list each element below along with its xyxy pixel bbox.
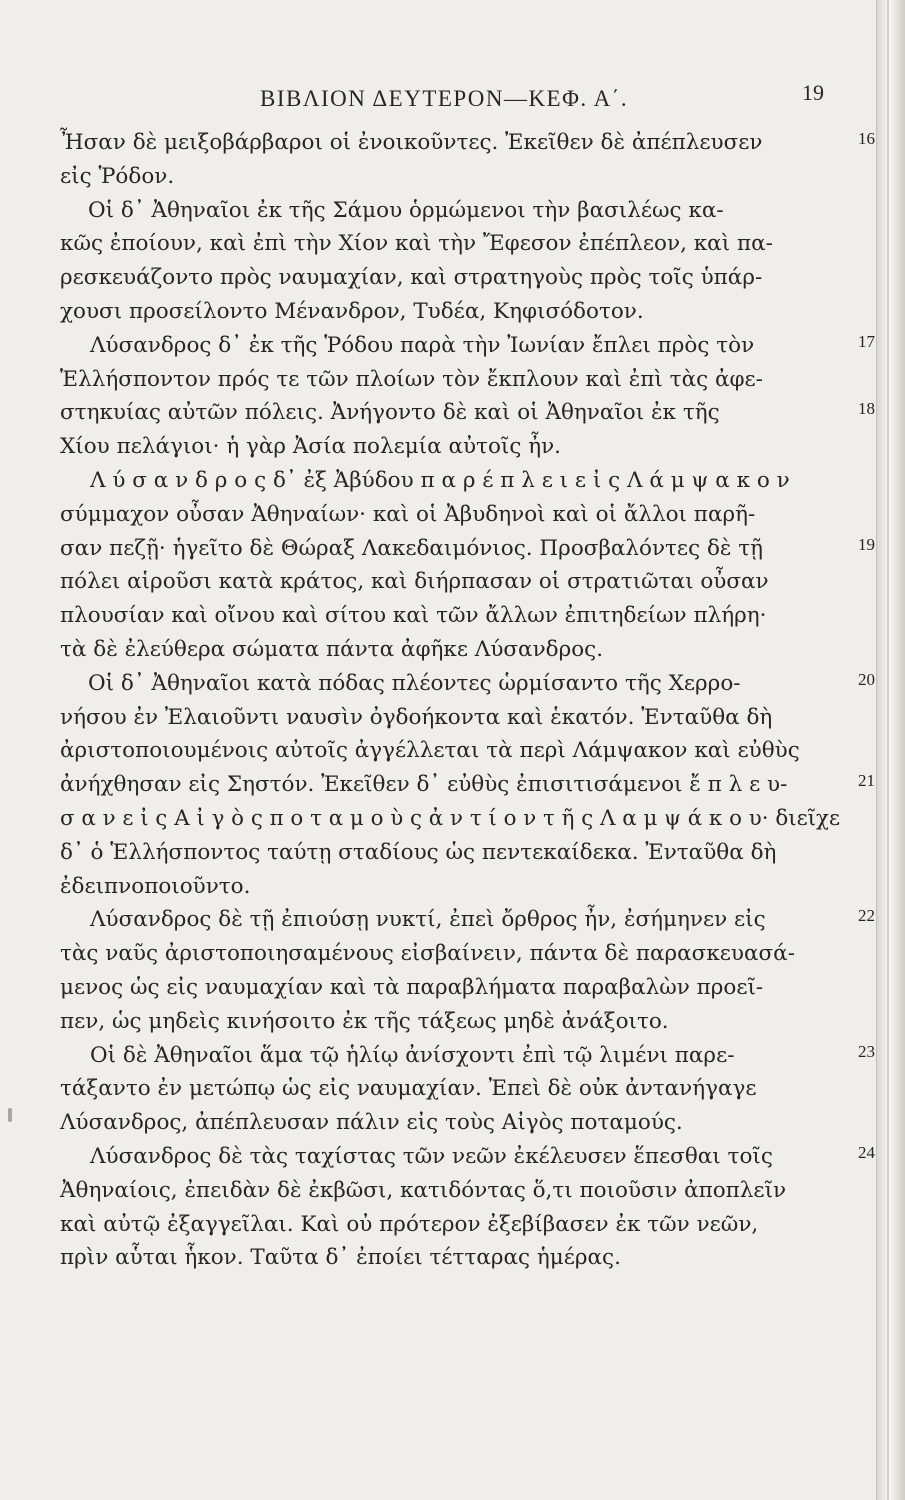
line-text: Οἱ δ᾽ Ἀθηναῖοι κατὰ πόδας πλέοντες ὡρμίσαντο τῆς Χερρο- <box>88 670 741 696</box>
line-text: χουσι προσείλοντο Μένανδρον, Τυδέα, Κηφισόδοτον. <box>60 298 644 324</box>
body-text <box>60 126 875 1275</box>
text-line <box>60 1241 850 1275</box>
line-text: πεν, ὡς μηδεὶς κινήσοιτο ἐκ τῆς τάξεως μηδὲ ἀνάξοιτο. <box>60 1008 669 1034</box>
line-text: πρὶν αὗται ἧκον. Ταῦτα δ᾽ ἐποίει τέτταρας ἡμέρας. <box>60 1245 621 1271</box>
text-line <box>60 464 850 498</box>
text-line <box>60 903 875 937</box>
line-text: Λύσανδρος δὲ τὰς ταχίστας τῶν νεῶν ἐκέλευσεν ἕπεσθαι τοῖς <box>90 1143 773 1169</box>
line-text: πόλει αἱροῦσι κατὰ κράτος, καὶ διήρπασαν οἱ στρατιῶται οὖσαν <box>60 569 769 595</box>
text-line <box>60 194 850 228</box>
text-line <box>60 734 850 768</box>
section-number: 19 <box>858 534 875 554</box>
line-text: Λύσανδρος δ᾽ ἐκ τῆς Ῥόδου παρὰ τὴν Ἰωνίαν ἔπλει πρὸς τὸν <box>90 332 755 358</box>
line-text: σ α ν ε ἰ ς Α ἰ γ ὸ ς π ο τ α μ ο ὺ ς ἀ ν τ ί ο ν τ ῆ ς Λ α μ ψ ά κ ο υ· διεῖχε <box>60 805 841 831</box>
line-text: ἀριστοποιουμένοις αὐτοῖς ἀγγέλλεται τὰ περὶ Λάμψακον καὶ εὐθὺς <box>60 738 800 764</box>
section-number: 21 <box>858 771 875 791</box>
line-text: πλουσίαν καὶ οἴνου καὶ σίτου καὶ τῶν ἄλλων ἐπιτηδείων πλήρη· <box>60 603 767 629</box>
line-text: Λύσανδρος, ἀπέπλευσαν πάλιν εἰς τοὺς Αἰγὸς ποταμούς. <box>60 1110 683 1136</box>
line-text: ἐδειπνοποιοῦντο. <box>60 873 251 899</box>
text-line <box>60 971 850 1005</box>
line-text: σύμμαχον οὖσαν Ἀθηναίων· καὶ οἱ Ἀβυδηνοὶ καὶ οἱ ἄλλοι παρῆ- <box>60 501 756 527</box>
section-number: 23 <box>858 1041 875 1061</box>
line-text: Ἀθηναίοις, ἐπειδὰν δὲ ἐκβῶσι, κατιδόντας ὅ,τι ποιοῦσιν ἀποπλεῖν <box>60 1177 787 1203</box>
line-text: σαν πεζῇ· ἡγεῖτο δὲ Θώραξ Λακεδαιμόνιος. Προσβαλόντες δὲ τῇ <box>60 535 764 561</box>
section-number: 16 <box>858 129 875 148</box>
text-line <box>60 329 875 363</box>
line-text: Οἱ δὲ Ἀθηναῖοι ἅμα τῷ ἡλίῳ ἀνίσχοντι ἐπὶ τῷ λιμένι παρε- <box>90 1042 735 1068</box>
text-line <box>60 768 875 802</box>
line-text: νήσου ἐν Ἐλαιοῦντι ναυσὶν ὀγδοήκοντα καὶ ἑκατόν. Ἐνταῦθα δὴ <box>60 704 773 730</box>
line-text: στηκυίας αὐτῶν πόλεις. Ἀνήγοντο δὲ καὶ οἱ Ἀθηναῖοι ἐκ τῆς <box>60 400 720 426</box>
text-line <box>60 261 850 295</box>
section-number: 18 <box>858 399 875 419</box>
line-text: κῶς ἐποίουν, καὶ ἐπὶ τὴν Χίον καὶ τὴν Ἔφεσον ἐπέπλεον, καὶ πα- <box>60 231 773 257</box>
text-line <box>60 363 850 397</box>
text-line <box>60 532 875 566</box>
line-text: Χίου πελάγιοι· ἡ γὰρ Ἀσία πολεμία αὐτοῖς ἦν. <box>60 434 561 460</box>
line-text: Λ ύ σ α ν δ ρ ο ς δ᾽ ἐξ Ἀβύδου π α ρ έ π λ ε ι ε ἰ ς Λ ά μ ψ α κ ο ν <box>90 467 790 493</box>
text-line <box>60 633 850 667</box>
line-text: εἰς Ῥόδον. <box>60 163 175 189</box>
line-text: Ἦσαν δὲ μειξοβάρβαροι οἱ ἐνοικοῦντες. Ἐκεῖθεν δὲ ἀπέπλευσεν <box>60 130 763 155</box>
section-number: 17 <box>858 331 875 351</box>
text-line <box>60 160 850 194</box>
text-line <box>60 1208 850 1242</box>
line-text: τὰ δὲ ἐλεύθερα σώματα πάντα ἀφῆκε Λύσανδρος. <box>60 636 604 662</box>
text-line <box>60 498 850 532</box>
text-line <box>60 701 850 735</box>
text-line <box>60 1140 875 1174</box>
text-line <box>60 1005 850 1039</box>
text-line <box>60 1106 850 1140</box>
line-text: ἀνήχθησαν εἰς Σηστόν. Ἐκεῖθεν δ᾽ εὐθὺς ἐπισιτισάμενοι ἔ π λ ε υ- <box>60 772 788 798</box>
text-line <box>60 836 850 870</box>
line-text: τάξαντο ἐν μετώπῳ ὡς εἰς ναυμαχίαν. Ἐπεὶ δὲ οὐκ ἀντανήγαγε <box>60 1076 757 1102</box>
line-text: Ἑλλήσποντον πρός τε τῶν πλοίων τὸν ἔκπλουν καὶ ἐπὶ τὰς ἀφε- <box>60 366 763 392</box>
line-text: μενος ὡς εἰς ναυμαχίαν καὶ τὰ παραβλήματα παραβαλὼν προεῖ- <box>60 974 764 1000</box>
page-header <box>60 76 850 116</box>
page-number: 19 <box>802 80 824 105</box>
line-text: ρεσκευάζοντο πρὸς ναυμαχίαν, καὶ στρατηγοὺς πρὸς τοῖς ὑπάρ- <box>60 265 763 291</box>
line-text: καὶ αὐτῷ ἐξαγγεῖλαι. Καὶ οὐ πρότερον ἐξεβίβασεν ἐκ τῶν νεῶν, <box>60 1211 759 1237</box>
page-edge <box>876 0 905 1500</box>
text-line <box>60 937 850 971</box>
line-text: Λύσανδρος δὲ τῇ ἐπιούσῃ νυκτί, ἐπεὶ ὄρθρος ἦν, ἐσήμηνεν εἰς <box>90 907 766 933</box>
section-number: 24 <box>858 1142 875 1162</box>
text-line <box>60 1174 850 1208</box>
text-line <box>60 802 850 836</box>
text-line <box>60 870 850 904</box>
text-line <box>60 1072 850 1106</box>
text-line <box>60 396 875 430</box>
text-line <box>60 1039 875 1073</box>
line-text: δ᾽ ὁ Ἑλλήσποντος ταύτῃ σταδίους ὡς πεντεκαίδεκα. Ἐνταῦθα δὴ <box>60 839 777 865</box>
text-line <box>60 126 875 160</box>
text-line <box>60 295 850 329</box>
text-line <box>60 430 850 464</box>
section-number: 22 <box>858 906 875 926</box>
text-line <box>60 599 850 633</box>
text-line <box>60 227 850 261</box>
line-text: Οἱ δ᾽ Ἀθηναῖοι ἐκ τῆς Σάμου ὁρμώμενοι τὴν βασιλέως κα- <box>88 197 724 223</box>
text-line <box>60 667 875 701</box>
running-head: ΒΙΒΛΙΟΝ ΔΕΥΤΕΡΟΝ—ΚΕΦ. Α΄. <box>260 86 629 111</box>
text-line <box>60 565 850 599</box>
section-number: 20 <box>858 669 875 689</box>
line-text: τὰς ναῦς ἀριστοποιησαμένους εἰσβαίνειν, πάντα δὲ παρασκευασά- <box>60 941 795 967</box>
paper-blemish <box>8 1108 12 1122</box>
